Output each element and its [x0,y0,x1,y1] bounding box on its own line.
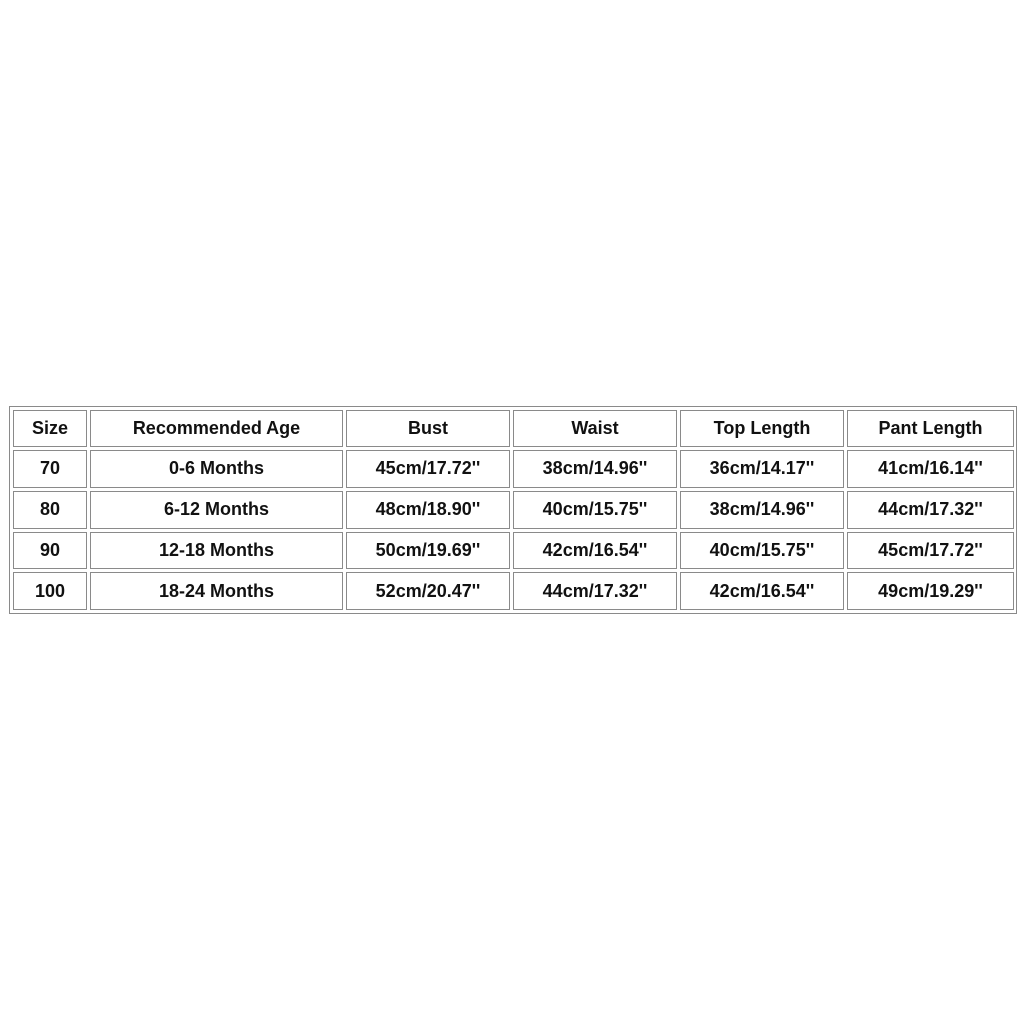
cell-pant-length: 49cm/19.29'' [847,572,1014,610]
cell-recommended-age: 6-12 Months [90,491,343,529]
header-recommended-age: Recommended Age [90,410,343,447]
header-top-length: Top Length [680,410,844,447]
cell-bust: 52cm/20.47'' [346,572,510,610]
header-row [13,410,1014,447]
cell-size: 100 [13,572,87,610]
cell-recommended-age: 18-24 Months [90,572,343,610]
header-bust: Bust [346,410,510,447]
cell-size: 70 [13,450,87,488]
table-row [13,532,1014,570]
header-pant-length: Pant Length [847,410,1014,447]
cell-size: 90 [13,532,87,570]
cell-waist: 40cm/15.75'' [513,491,677,529]
cell-size: 80 [13,491,87,529]
header-size: Size [13,410,87,447]
table-row [13,572,1014,610]
cell-recommended-age: 0-6 Months [90,450,343,488]
cell-top-length: 42cm/16.54'' [680,572,844,610]
cell-recommended-age: 12-18 Months [90,532,343,570]
size-chart-table [10,407,1017,613]
cell-top-length: 38cm/14.96'' [680,491,844,529]
cell-bust: 48cm/18.90'' [346,491,510,529]
cell-top-length: 36cm/14.17'' [680,450,844,488]
table-row [13,450,1014,488]
table-row [13,491,1014,529]
cell-pant-length: 44cm/17.32'' [847,491,1014,529]
cell-pant-length: 45cm/17.72'' [847,532,1014,570]
cell-bust: 50cm/19.69'' [346,532,510,570]
cell-waist: 38cm/14.96'' [513,450,677,488]
cell-bust: 45cm/17.72'' [346,450,510,488]
cell-waist: 44cm/17.32'' [513,572,677,610]
header-waist: Waist [513,410,677,447]
cell-top-length: 40cm/15.75'' [680,532,844,570]
cell-waist: 42cm/16.54'' [513,532,677,570]
size-chart [9,406,1017,614]
cell-pant-length: 41cm/16.14'' [847,450,1014,488]
